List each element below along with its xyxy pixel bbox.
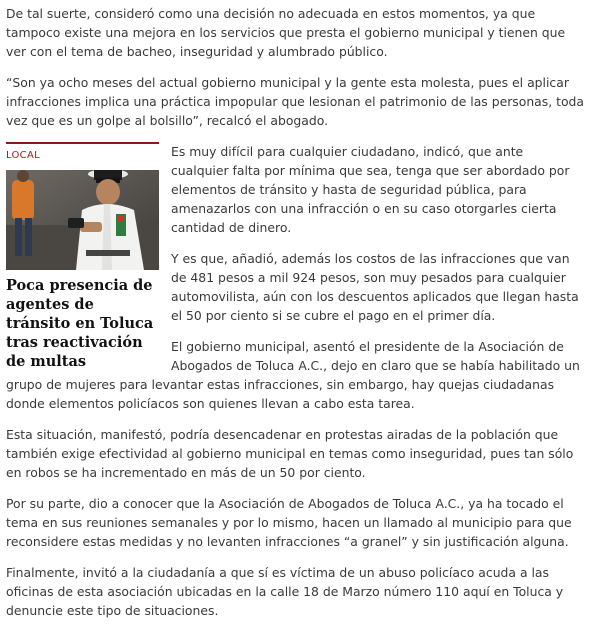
section-tag[interactable]: LOCAL — [6, 150, 40, 161]
article-paragraph-1: De tal suerte, consideró como una decisión no adecuada en estos momentos, ya que tampoco existe una mejora en los servicios que presta el gobierno municipal y tienen que ver con el tema de bacheo, inseguridad y alumbrado público. — [6, 6, 566, 59]
section-divider — [6, 142, 159, 144]
related-article-card[interactable] — [6, 142, 162, 371]
article-paragraph-2: “Son ya ocho meses del actual gobierno municipal y la gente esta molesta, pues el aplicar infracciones implica una práctica impopular que lesionan el patrimonio de las personas, toda vez que es un golpe al bolsillo”, recalcó el abogado. — [6, 75, 584, 128]
article-paragraph-7: Por su parte, dio a conocer que la Asociación de Abogados de Toluca A.C., ya ha tocado el tema en sus reuniones semanales y por lo mismo, hacen un llamado al municipio para que reconsidere estas medidas y no levanten infracciones “a granel” y sin justificación alguna. — [6, 496, 572, 549]
article-paragraph-6: Esta situación, manifestó, podría desencadenar en protestas airadas de la población que también exige efectividad al gobierno municipal en temas como inseguridad, pues tan sólo en robos se ha incrementado en más de un 50 por ciento. — [6, 427, 574, 480]
article-body — [6, 4, 584, 632]
related-article-title[interactable]: Poca presencia de agentes de tránsito en Toluca tras reactivación de multas — [6, 277, 154, 370]
article-paragraph-5: El gobierno municipal, asentó el presidente de la Asociación de Abogados de Toluca A.C., dejo en claro que se había habilitado un grupo de mujeres para levantar estas infracciones, sin embargo, hay quejas ciudadanas donde elementos policíacos son quienes llevan a cabo esta tarea. — [6, 339, 580, 411]
article-paragraph-4: Y es que, añadió, además los costos de las infracciones que van de 481 pesos a mil 924 pesos, son muy pesados para cualquier automovilista, aún con los descuentos aplicados que llegan hasta el 50 por ciento si se cubre el pago en el primer día. — [171, 251, 579, 323]
article-paragraph-8: Finalmente, invitó a la ciudadanía a que sí es víctima de un abuso policíaco acuda a las oficinas de esta asociación ubicadas en la calle 18 de Marzo número 110 aquí en Toluca y denuncie este tipo de situaciones. — [6, 565, 564, 618]
float-section — [6, 142, 584, 425]
traffic-officer-photo[interactable] — [6, 170, 159, 270]
article-paragraph-3: Es muy difícil para cualquier ciudadano, indicó, que ante cualquier falta por mínima que sea, tenga que ser abordado por elementos de tránsito y hasta de seguridad pública, para amenazarlos con una infracción o en su caso otorgarles cierta cantidad de dinero. — [171, 144, 570, 235]
